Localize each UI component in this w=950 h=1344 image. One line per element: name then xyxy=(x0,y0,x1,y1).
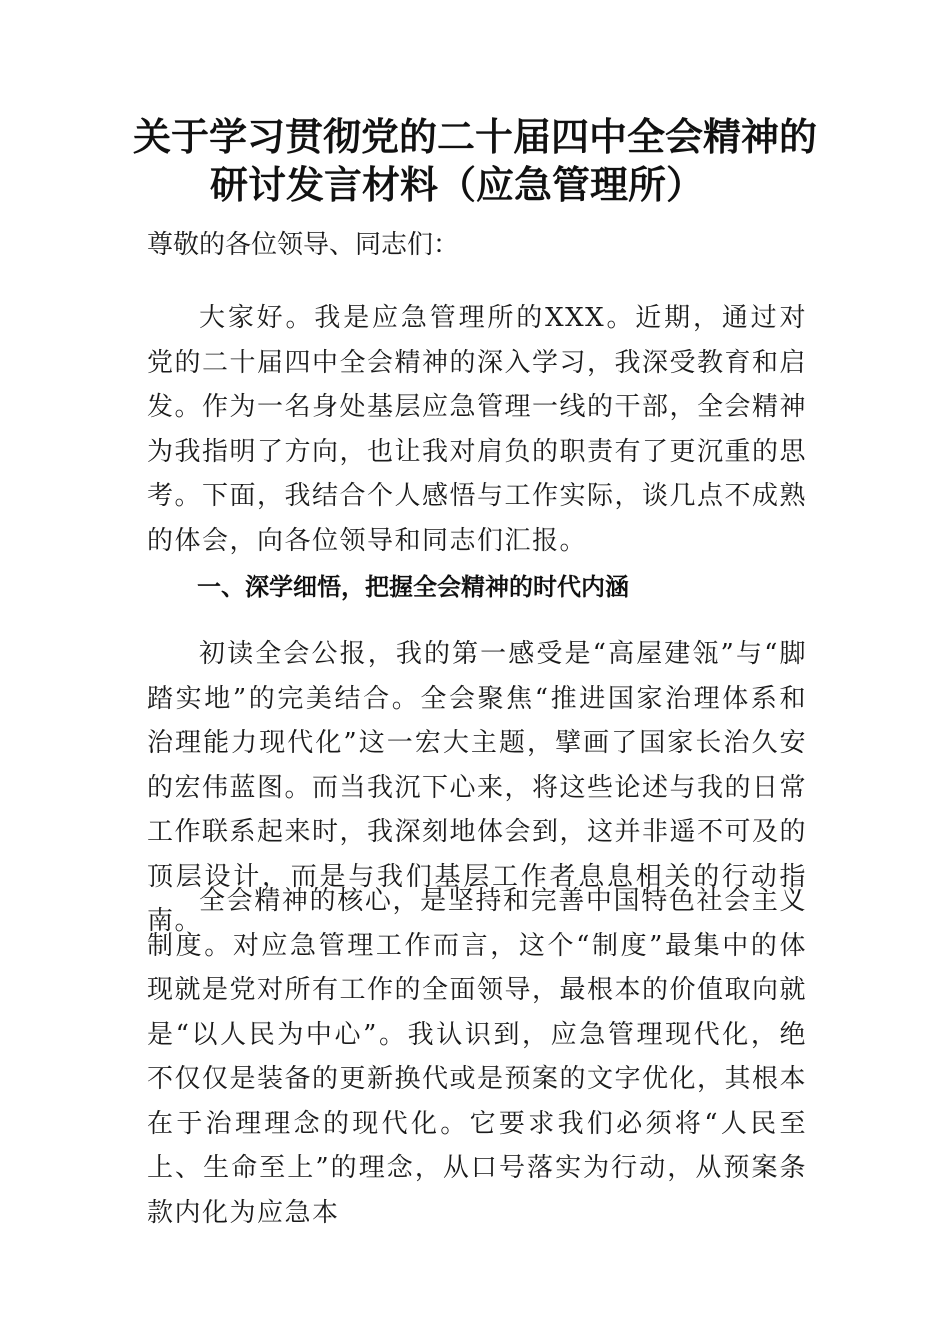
paragraph-section1-first: 初读全会公报，我的第一感受是“高屋建瓴”与“脚踏实地”的完美结合。全会聚焦“推进国家治理体系和治理能力现代化”这一宏大主题，擘画了国家长治久安的宏伟蓝图。而当我沉下心来，将这些论述与我的日常工作联系起来时，我深刻地体会到，这并非遥不可及的顶层设计，而是与我们基层工作者息息相关的行动指南。 xyxy=(147,639,808,936)
section-heading-1: 一、深学细悟，把握全会精神的时代内涵 xyxy=(197,573,629,601)
salutation: 尊敬的各位领导、同志们： xyxy=(147,230,460,260)
document-title-line-2: 研讨发言材料（应急管理所） xyxy=(209,162,704,207)
paragraph-intro: 大家好。我是应急管理所的XXX。近期，通过对党的二十届四中全会精神的深入学习，我深受教育和启发。作为一名身处基层应急管理一线的干部，全会精神为我指明了方向，也让我对肩负的职责有了更沉重的思考。下面，我结合个人感悟与工作实际，谈几点不成熟的体会，向各位领导和同志们汇报。 xyxy=(147,303,808,556)
paragraph-section1-second: 全会精神的核心，是坚持和完善中国特色社会主义制度。对应急管理工作而言，这个“制度”最集中的体现就是党对所有工作的全面领导，最根本的价值取向就是“以人民为中心”。我认识到，应急管理现代化，绝不仅仅是装备的更新换代或是预案的文字优化，其根本在于治理理念的现代化。它要求我们必须将“人民至上、生命至上”的理念，从口号落实为行动，从预案条款内化为应急本 xyxy=(147,886,808,1228)
document-title-line-1: 关于学习贯彻党的二十届四中全会精神的 xyxy=(132,114,817,159)
